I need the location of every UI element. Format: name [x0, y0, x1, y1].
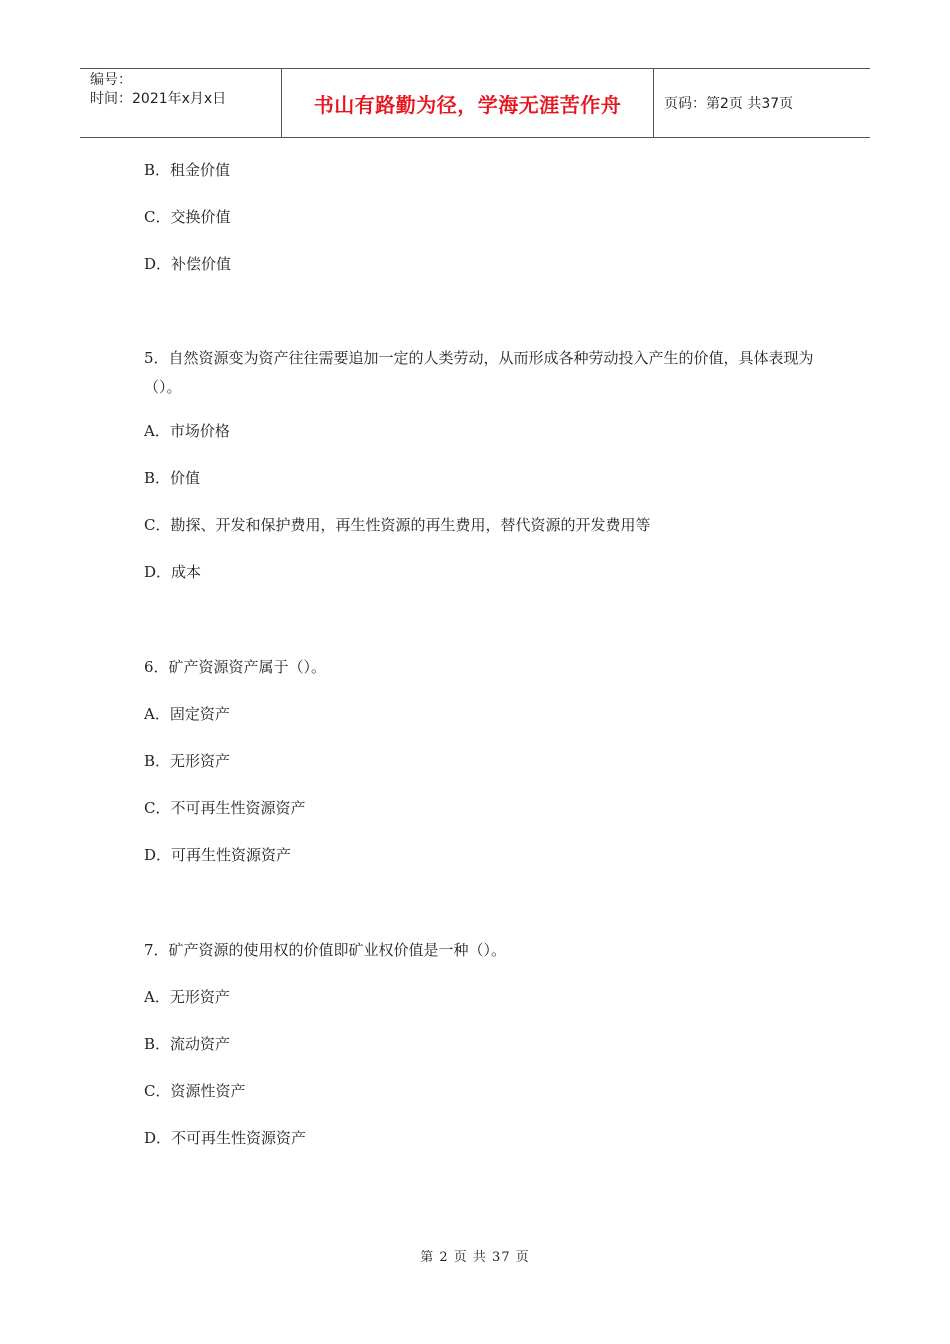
option-a: A．市场价格	[144, 422, 230, 440]
option-d: D．成本	[144, 563, 202, 581]
option-b: B．流动资产	[144, 1035, 231, 1053]
option-d: D．不可再生性资源资产	[144, 1129, 307, 1147]
header-motto	[282, 69, 654, 137]
code-label: 编号：	[90, 72, 132, 88]
option-b: B．价值	[144, 469, 201, 487]
option-b: B．无形资产	[144, 752, 231, 770]
page-info-text: 页码：第2页 共37页	[664, 96, 794, 112]
option-c: C．不可再生性资源资产	[144, 799, 306, 817]
option-c: C．交换价值	[144, 208, 231, 226]
option-c: C．勘探、开发和保护费用，再生性资源的再生费用，替代资源的开发费用等	[144, 516, 651, 534]
option-d: D．补偿价值	[144, 255, 232, 273]
option-b: B．租金价值	[144, 161, 231, 179]
question-6: 6．矿产资源资产属于（）。	[144, 658, 327, 676]
header-page-info	[654, 69, 870, 137]
page-footer: 第 2 页 共 37 页	[420, 1250, 530, 1265]
question-5: 5．自然资源变为资产往往需要追加一定的人类劳动，从而形成各种劳动投入产生的价值，具体表现为（）。	[144, 349, 814, 396]
question-7: 7．矿产资源的使用权的价值即矿业权价值是一种（）。	[144, 941, 507, 959]
header-meta	[80, 69, 282, 137]
option-a: A．固定资产	[144, 705, 230, 723]
page-header	[80, 68, 870, 138]
option-c: C．资源性资产	[144, 1082, 246, 1100]
date-line: 时间：2021年x月x日	[90, 91, 227, 107]
motto-text: 书山有路勤为径，学海无涯苦作舟	[313, 92, 622, 117]
option-d: D．可再生性资源资产	[144, 846, 292, 864]
option-a: A．无形资产	[144, 988, 230, 1006]
